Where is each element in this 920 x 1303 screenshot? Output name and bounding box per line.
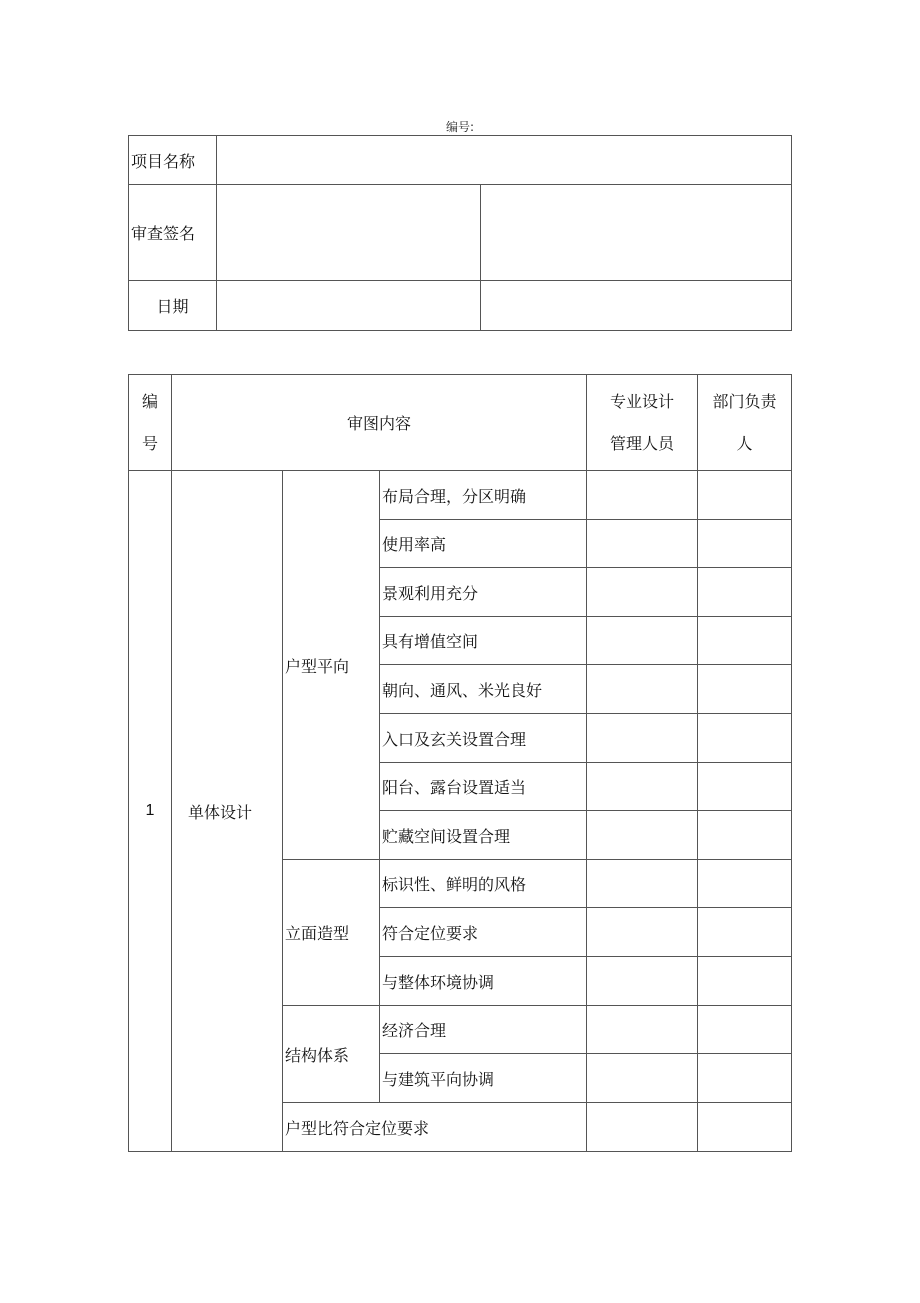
header-content: 审图内容 <box>172 375 587 471</box>
header-dept-head-line1: 部门负责 <box>712 391 777 411</box>
manager-check-cell[interactable] <box>587 811 698 860</box>
review-item: 经济合理 <box>380 1006 587 1054</box>
dept-head-check-cell[interactable] <box>698 714 792 763</box>
review-item: 入口及玄关设置合理 <box>380 714 587 763</box>
review-item: 贮藏空间设置合理 <box>380 811 587 860</box>
header-manager <box>587 375 698 471</box>
dept-head-check-cell[interactable] <box>698 568 792 617</box>
group-name: 立面造型 <box>283 860 380 1006</box>
dept-head-check-cell[interactable] <box>698 665 792 714</box>
dept-head-check-cell[interactable] <box>698 1103 792 1152</box>
review-item: 户型比符合定位要求 <box>283 1103 587 1152</box>
project-name-field[interactable] <box>217 136 792 185</box>
group-name: 结构体系 <box>283 1006 380 1103</box>
dept-head-check-cell[interactable] <box>698 1054 792 1103</box>
review-item: 标识性、鲜明的风格 <box>380 860 587 908</box>
review-item: 景观利用充分 <box>380 568 587 617</box>
manager-check-cell[interactable] <box>587 617 698 665</box>
group-name: 户型平向 <box>283 471 380 860</box>
header-number-line2: 号 <box>141 433 158 453</box>
manager-check-cell[interactable] <box>587 908 698 957</box>
section-title: 单体设计 <box>172 471 283 1152</box>
date-field-2[interactable] <box>481 281 792 331</box>
manager-check-cell[interactable] <box>587 665 698 714</box>
review-item: 阳台、露台设置适当 <box>380 763 587 811</box>
section-number: 1 <box>129 471 172 1152</box>
dept-head-check-cell[interactable] <box>698 957 792 1006</box>
manager-check-cell[interactable] <box>587 1006 698 1054</box>
manager-check-cell[interactable] <box>587 1054 698 1103</box>
header-dept-head <box>698 375 792 471</box>
dept-head-check-cell[interactable] <box>698 520 792 568</box>
project-info-table <box>128 135 792 331</box>
dept-head-check-cell[interactable] <box>698 763 792 811</box>
manager-check-cell[interactable] <box>587 714 698 763</box>
header-dept-head-line2: 人 <box>736 433 753 453</box>
review-signature-label: 审查签名 <box>129 185 217 281</box>
dept-head-check-cell[interactable] <box>698 471 792 520</box>
review-item: 符合定位要求 <box>380 908 587 957</box>
review-item: 具有增值空间 <box>380 617 587 665</box>
doc-number-label: 编号: <box>445 120 475 134</box>
review-signature-field-1[interactable] <box>217 185 481 281</box>
header-number <box>129 375 172 471</box>
header-manager-line2: 管理人员 <box>609 433 674 453</box>
review-item: 布局合理，分区明确 <box>380 471 587 520</box>
review-item: 与建筑平向协调 <box>380 1054 587 1103</box>
review-item: 使用率高 <box>380 520 587 568</box>
project-name-label: 项目名称 <box>129 136 217 185</box>
review-table <box>128 374 792 1152</box>
manager-check-cell[interactable] <box>587 860 698 908</box>
dept-head-check-cell[interactable] <box>698 860 792 908</box>
dept-head-check-cell[interactable] <box>698 617 792 665</box>
date-label: 日期 <box>129 281 217 331</box>
manager-check-cell[interactable] <box>587 763 698 811</box>
review-signature-field-2[interactable] <box>481 185 792 281</box>
header-manager-line1: 专业设计 <box>609 391 674 411</box>
header-number-line1: 编 <box>141 391 158 411</box>
dept-head-check-cell[interactable] <box>698 1006 792 1054</box>
review-item: 朝向、通风、米光良好 <box>380 665 587 714</box>
manager-check-cell[interactable] <box>587 471 698 520</box>
review-item: 与整体环境协调 <box>380 957 587 1006</box>
manager-check-cell[interactable] <box>587 957 698 1006</box>
dept-head-check-cell[interactable] <box>698 811 792 860</box>
dept-head-check-cell[interactable] <box>698 908 792 957</box>
date-field-1[interactable] <box>217 281 481 331</box>
manager-check-cell[interactable] <box>587 520 698 568</box>
manager-check-cell[interactable] <box>587 568 698 617</box>
manager-check-cell[interactable] <box>587 1103 698 1152</box>
